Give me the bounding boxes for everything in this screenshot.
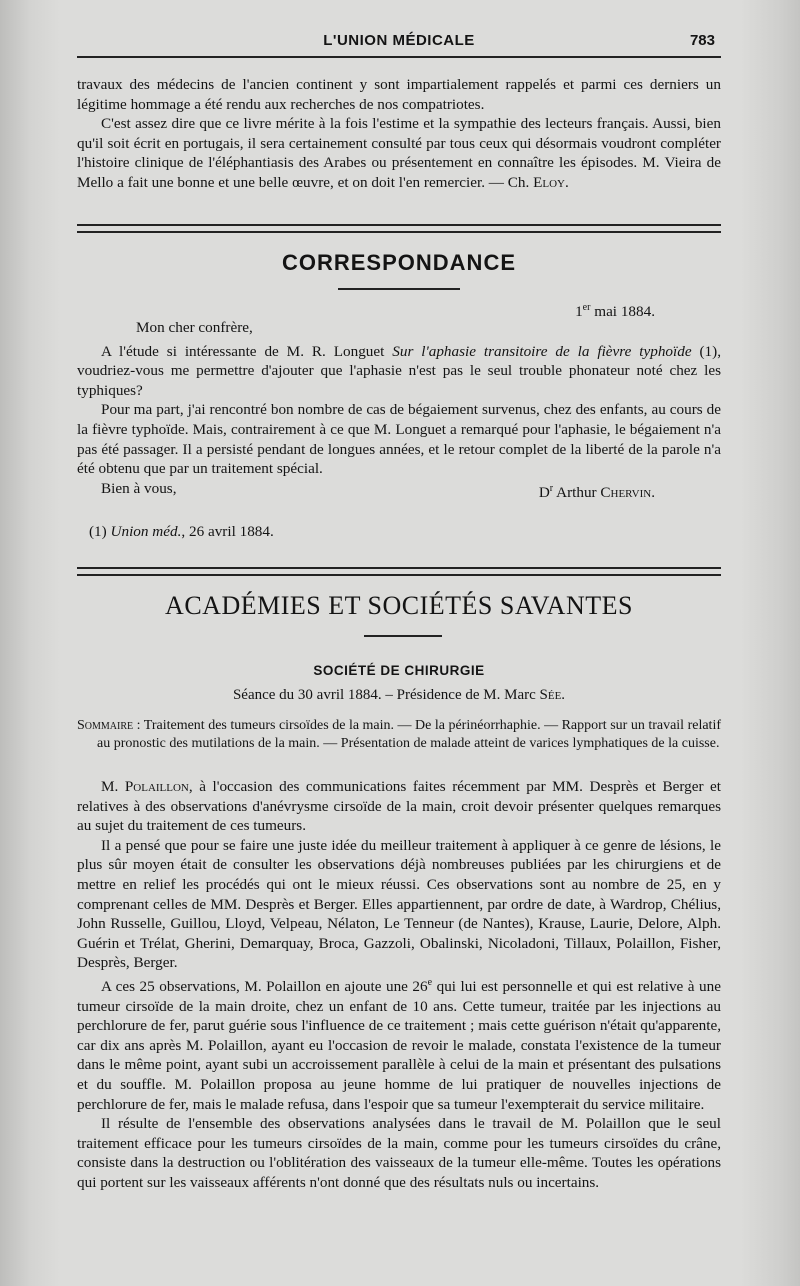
letter-date: 1er mai 1884. xyxy=(575,302,655,321)
title-underline-2 xyxy=(364,635,442,637)
report-paragraph-4: Il résulte de l'ensemble des observations analysées dans le travail de M. Polaillon que le seul traitement efficace pour les tumeurs cirsoïdes de la main, comme pour les tumeurs cirsoïdes du crâne, consiste dans la destruction ou l'oblitération des vaisseaux de la tumeur elle-même. Toutes les opérations qui portent sur les vaisseaux afférents n'ont donné que des résultats nuls ou incertains. xyxy=(77,1115,721,1191)
sommaire-text: Sommaire : Traitement des tumeurs cirsoïdes de la main. — De la périnéorrhaphie. — Rapport sur un travail relatif au pronostic des mutilations de la main. — Présentation de malade atteint de varices lymphatiques de la cuisse. xyxy=(77,718,721,751)
review-paragraph-2: C'est assez dire que ce livre mérite à la fois l'estime et la sympathie des lecteurs français. Aussi, bien qu'il soit écrit en portugais, il sera certainement consulté par tous ceux qui désormais voudront compléter l'histoire clinique de l'éléphantiasis des Arabes ou présentement en connaître les épisodes. M. Vieira de Mello a fait une bonne et une belle œuvre, et on doit l'en remercier. — Ch. Eloy. xyxy=(77,115,721,191)
letter-closing: Bien à vous, xyxy=(101,479,177,497)
letter-body xyxy=(77,318,721,542)
letter-signature-row xyxy=(77,479,721,503)
society-title: SOCIÉTÉ DE CHIRURGIE xyxy=(313,663,485,678)
cited-article-title: Sur l'aphasie transitoire de la fièvre typhoïde xyxy=(392,342,692,360)
seance-president: Sée. xyxy=(539,687,566,703)
seance-line: Séance du 30 avril 1884. – Présidence de M. Marc Sée. xyxy=(232,687,566,703)
letter-signature: $D^r$ Arthur Chervin. xyxy=(538,482,655,501)
society-title-wrap xyxy=(77,662,721,680)
letter-footnote: (1) Union méd., 26 avril 1884. xyxy=(89,523,274,541)
running-title: L'UNION MÉDICALE xyxy=(323,32,475,49)
page-number: 783 xyxy=(689,32,715,49)
review-conclusion xyxy=(77,75,721,193)
correspondance-title-wrap xyxy=(77,250,721,276)
session-report xyxy=(77,777,721,1193)
report-paragraph-2: Il a pensé que pour se faire une juste idée du meilleur traitement à appliquer à ce genre de lésions, le plus sûr moyen était de consulter les observations déjà nombreuses publiées par les chirurgiens et de mettre en relief les procédés qui ont le mieux réussi. Ces observations sont au nombre de 25, en y comprenant celles de MM. Desprès et Berger. Elles appartiennent, par ordre de date, à Wardrop, Chélius, John Russelle, Guillou, Lloyd, Velpeau, Nélaton, Le Tenneur (de Nantes), Krause, Laurie, Delore, Alph. Guérin et Trélat, Gherini, Demarquay, Broca, Gazzoli, Obalinski, Nicoladoni, Tillaux, Polaillon, Fisher, Desprès, Berger. xyxy=(77,836,721,972)
section-divider-2 xyxy=(77,567,721,576)
review-author: Eloy. xyxy=(533,173,569,191)
letter-salutation: Mon cher confrère, xyxy=(136,319,253,336)
report-paragraph-3: A ces 25 observations, M. Polaillon en ajoute une 26e qui lui est personnelle et qui est relative à une tumeur cirsoïde de la main droite, chez un enfant de 10 ans. Cette tumeur, traitée par les injections au perchlorure de fer, parut guérie sous l'influence de ce traitement ; mais cette guérison n'était qu'apparente, car dix ans après M. Polaillon, ayant eu l'occasion de revoir le malade, constata l'existence de la tumeur dans le même point, ayant subi un accroissement parallèle à celui de la main et présentant des pulsations et du souffle. M. Polaillon proposa au jeune homme de lui pratiquer de nouvelles injections de perchlorure de fer, mais le malade refusa, dans l'espoir que sa tumeur l'exempterait du service militaire. xyxy=(77,976,721,1113)
page-header xyxy=(77,30,721,58)
title-underline-1 xyxy=(338,288,460,290)
speaker-name: M. Polaillon xyxy=(101,778,189,795)
letter-paragraph-2: Pour ma part, j'ai rencontré bon nombre de cas de bégaiement survenus, chez des enfants, au cours de la fièvre typhoïde. Mais, contrairement à ce que M. Longuet a remarqué pour l'aphasie, le bégaiement n'a pas été passager. Il a persisté pendant de longues années, et le retour complet de la liberté de la parole n'a été obtenu que par un traitement spécial. xyxy=(77,401,721,478)
sommaire-label: Sommaire : xyxy=(77,718,141,733)
sommaire-block xyxy=(77,717,721,752)
academies-title-wrap xyxy=(77,591,721,621)
letter-paragraph-1: A l'étude si intéressante de M. R. Longuet Sur l'aphasie transitoire de la fièvre typhoïde (1), voudriez-vous me permettre d'ajouter que l'aphasie n'est pas le seul trouble phonateur noté chez les typhiques? xyxy=(77,342,721,399)
correspondance-title: CORRESPONDANCE xyxy=(281,250,517,275)
section-divider-1 xyxy=(77,224,721,233)
review-paragraph-1: travaux des médecins de l'ancien continent y sont impartialement rappelés et parmi ces derniers un légitime hommage a été rendu aux recherches de nos compatriotes. xyxy=(77,76,721,113)
academies-title: ACADÉMIES ET SOCIÉTÉS SAVANTES xyxy=(165,591,633,620)
report-paragraph-1: M. Polaillon, à l'occasion des communications faites récemment par MM. Desprès et Berger et relatives à des observations d'anévrysme cirsoïde de la main, croit devoir présenter quelques remarques au sujet du traitement de ces tumeurs. xyxy=(77,778,722,835)
